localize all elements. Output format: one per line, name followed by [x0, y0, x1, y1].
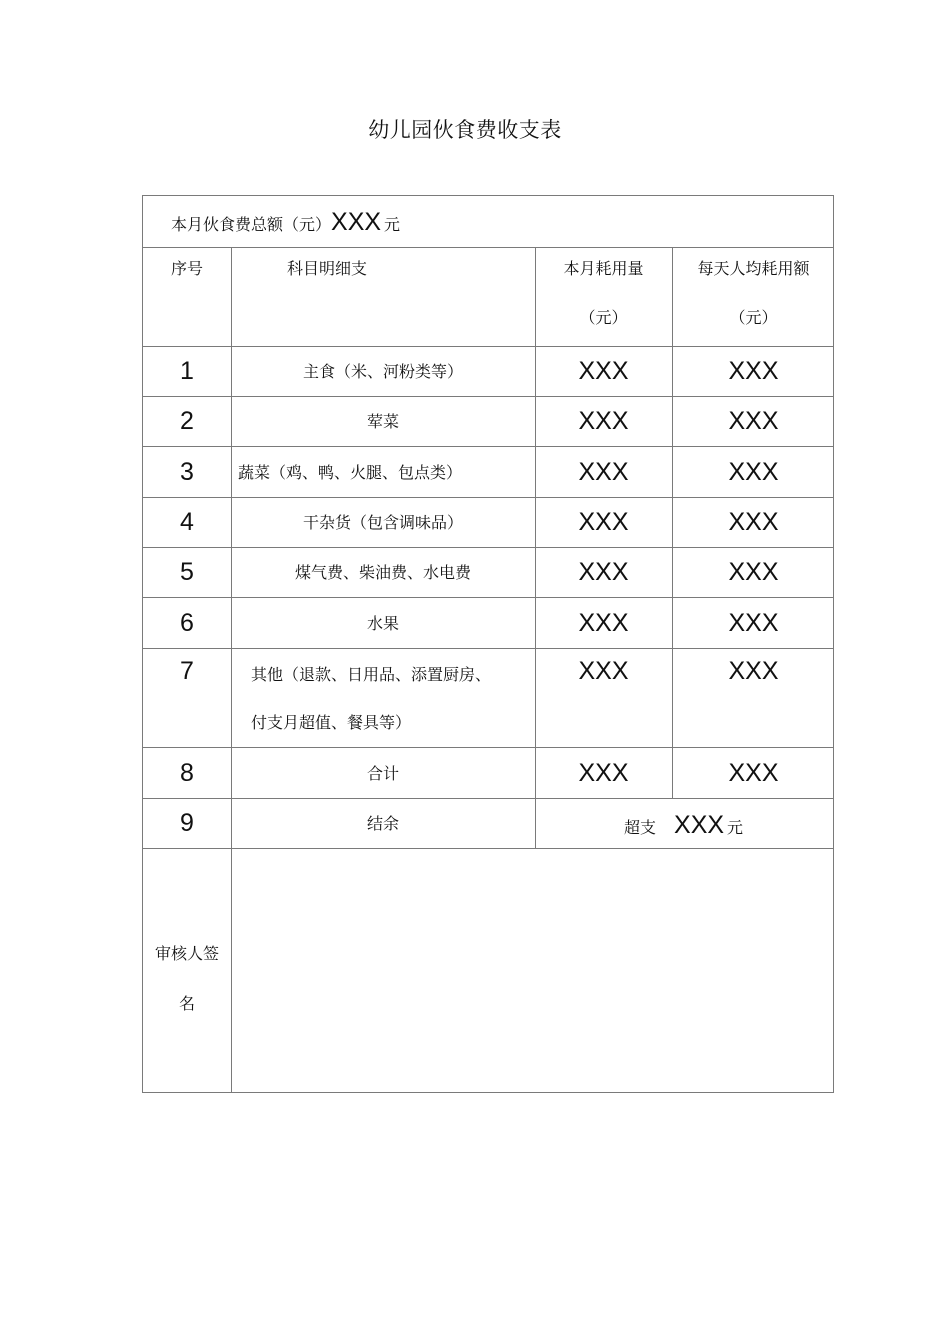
row-per-capita: XXX — [728, 657, 779, 685]
row-divider — [143, 396, 833, 397]
row-number: 7 — [180, 657, 194, 685]
total-unit: 元 — [384, 215, 401, 234]
row-amount: XXX — [578, 759, 629, 787]
header-no: 序号 — [170, 259, 203, 278]
page-title: 幼儿园伙食费收支表 — [368, 118, 562, 142]
row-subject: 合计 — [366, 764, 399, 783]
row-per-capita: XXX — [728, 759, 779, 787]
row-number: 5 — [180, 558, 194, 586]
expense-table — [142, 195, 834, 1093]
row-subject: 结余 — [366, 814, 399, 833]
row-amount: XXX — [578, 609, 629, 637]
row-subject: 荤菜 — [366, 412, 399, 431]
row-amount: XXX — [578, 558, 629, 586]
total-value: XXX — [331, 208, 382, 236]
row-number: 4 — [180, 508, 194, 536]
row-amount: XXX — [578, 407, 629, 435]
row-per-capita: XXX — [728, 609, 779, 637]
row-per-capita: XXX — [728, 458, 779, 486]
row-divider — [143, 497, 833, 498]
row-divider — [143, 346, 833, 347]
header-per-capita-line1: 每天人均耗用额 — [697, 259, 810, 278]
total-row — [171, 207, 400, 237]
row-amount: XXX — [578, 458, 629, 486]
row-number: 1 — [180, 357, 194, 385]
row-divider — [143, 798, 833, 799]
row-amount: XXX — [578, 657, 629, 685]
row-number: 2 — [180, 407, 194, 435]
row-subject: 主食（米、河粉类等） — [302, 362, 463, 381]
row-subject: 干杂货（包含调味品） — [302, 513, 463, 532]
row-divider — [143, 547, 833, 548]
row-number: 6 — [180, 609, 194, 637]
row-divider — [143, 747, 833, 748]
header-amount-line1: 本月耗用量 — [563, 259, 644, 278]
row-per-capita: XXX — [728, 357, 779, 385]
row-number: 8 — [180, 759, 194, 787]
total-label: 本月伙食费总额（元） — [171, 215, 332, 234]
overspend-label: 超支 — [624, 818, 657, 837]
overspend-value: XXX — [674, 811, 725, 839]
header-amount-line2: （元） — [579, 308, 628, 327]
row-number: 9 — [180, 809, 194, 837]
row-subject: 蔬菜（鸡、鸭、火腿、包点类） — [238, 463, 463, 482]
row-amount: XXX — [578, 508, 629, 536]
row-divider — [143, 247, 833, 248]
row-divider — [143, 597, 833, 598]
row-per-capita: XXX — [728, 407, 779, 435]
row-per-capita: XXX — [728, 558, 779, 586]
row-amount: XXX — [578, 357, 629, 385]
row-number: 3 — [180, 458, 194, 486]
overspend-unit: 元 — [727, 818, 744, 837]
row-divider — [143, 446, 833, 447]
signature-area[interactable] — [232, 849, 833, 1092]
header-per-capita-line2: （元） — [729, 308, 778, 327]
row-subject-line2: 付支月超值、餐具等） — [251, 713, 412, 732]
signature-label-line2: 名 — [178, 994, 195, 1013]
row-subject: 水果 — [366, 614, 399, 633]
overspend-cell — [624, 810, 743, 840]
row-subject-line1: 其他（退款、日用品、添置厨房、 — [251, 665, 492, 684]
signature-label-line1: 审核人签 — [154, 944, 219, 963]
row-per-capita: XXX — [728, 508, 779, 536]
row-subject: 煤气费、柴油费、水电费 — [294, 563, 471, 582]
row-divider — [143, 648, 833, 649]
header-subject: 科目明细支 — [287, 259, 368, 278]
